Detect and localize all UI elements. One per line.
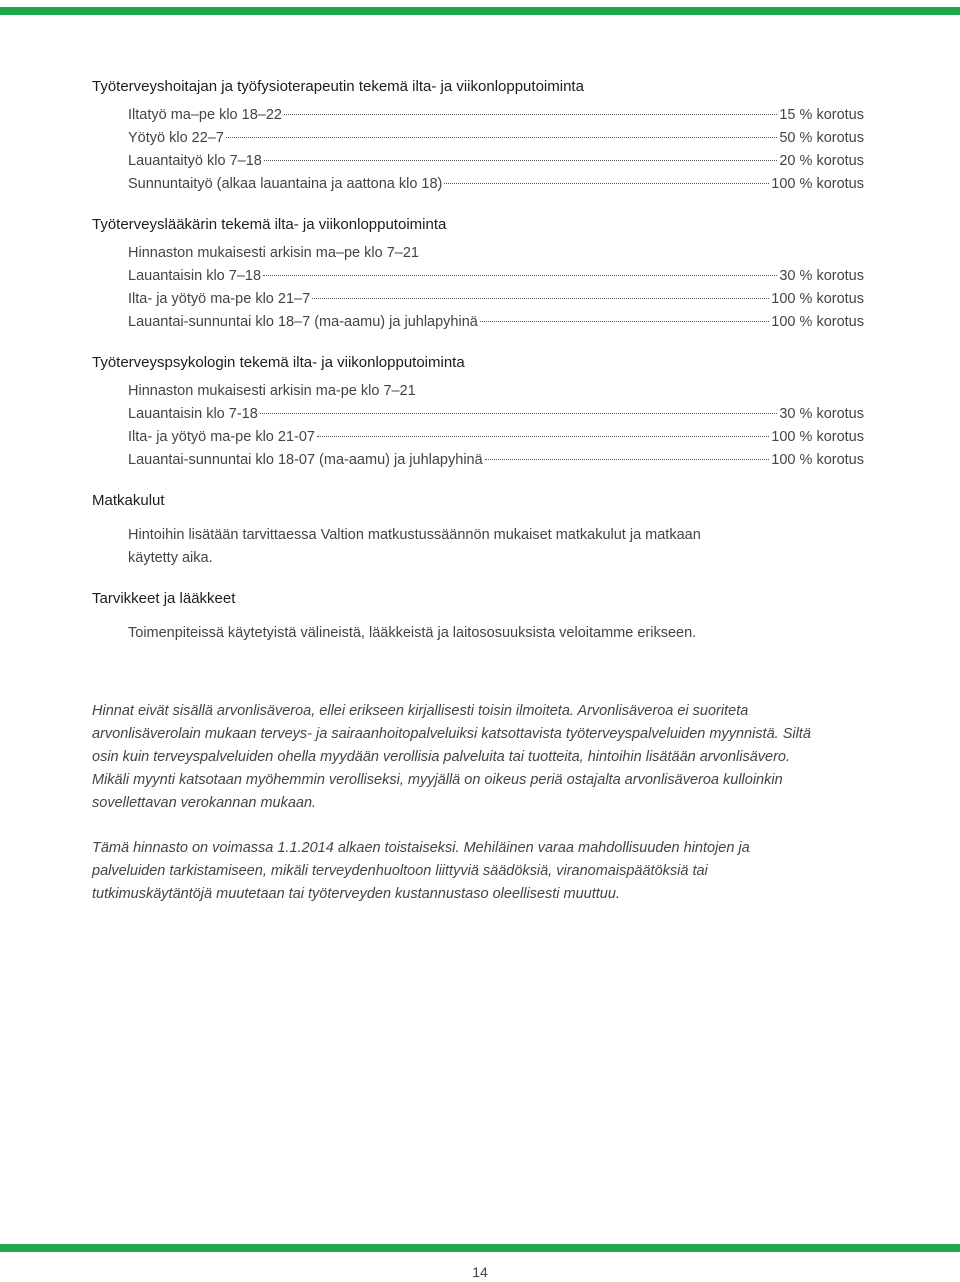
- section-intro: Hinnaston mukaisesti arkisin ma–pe klo 7–21: [128, 245, 419, 261]
- price-row: [128, 104, 864, 127]
- section-doctor: [92, 214, 864, 334]
- row-value: 15 % korotus: [779, 107, 864, 123]
- main-content: [92, 76, 864, 663]
- row-label: Ilta- ja yötyö ma-pe klo 21–7: [128, 291, 311, 307]
- row-label: Iltatyö ma–pe klo 18–22: [128, 107, 282, 123]
- row-value: 30 % korotus: [779, 268, 864, 284]
- dot-leader: [444, 183, 769, 184]
- row-label: Yötyö klo 22–7: [128, 130, 224, 146]
- section-nurse-physio: [92, 76, 864, 196]
- section-title: Tarvikkeet ja lääkkeet: [92, 590, 236, 607]
- price-row: [128, 265, 864, 288]
- row-value: 50 % korotus: [779, 130, 864, 146]
- section-title: Työterveyshoitajan ja työfysioterapeutin tekemä ilta- ja viikonlopputoiminta: [92, 78, 584, 95]
- vat-note: Hinnat eivät sisällä arvonlisäveroa, ellei erikseen kirjallisesti toisin ilmoiteta. Arvonlisäveroa ei suoriteta arvonlisäverolain mukaan terveys- ja sairaanhoitopalveluiksi katsottavista työterveyspalveluiden myynnistä. Siltä osin kuin terveyspalveluiden ohella myydään verollisia palveluita tai tuotteita, hintoihin lisätään arvonlisävero. Mikäli myynti katsotaan myöhemmin verolliseksi, myyjällä on oikeus periä ostajalta arvonlisäveroa kulloinkin sovellettavan verokannan mukaan.: [92, 703, 811, 811]
- row-label: Lauantai-sunnuntai klo 18-07 (ma-aamu) ja juhlapyhinä: [128, 452, 483, 468]
- row-label: Lauantai-sunnuntai klo 18–7 (ma-aamu) ja juhlapyhinä: [128, 314, 478, 330]
- dot-leader: [226, 137, 777, 138]
- price-row: [128, 288, 864, 311]
- price-row: [128, 403, 864, 426]
- price-row: [128, 150, 864, 173]
- section-intro: Hinnaston mukaisesti arkisin ma-pe klo 7–21: [128, 383, 416, 399]
- top-green-bar: [0, 7, 960, 15]
- section-title: Työterveyspsykologin tekemä ilta- ja viikonlopputoiminta: [92, 354, 465, 371]
- row-value: 30 % korotus: [779, 406, 864, 422]
- dot-leader: [480, 321, 769, 322]
- row-value: 20 % korotus: [779, 153, 864, 169]
- dot-leader: [312, 298, 769, 299]
- price-row: [128, 173, 864, 196]
- section-supplies: [92, 588, 864, 645]
- row-label: Lauantaityö klo 7–18: [128, 153, 262, 169]
- dot-leader: [264, 160, 778, 161]
- row-value: 100 % korotus: [771, 291, 864, 307]
- footnotes: [92, 700, 864, 928]
- row-label: Ilta- ja yötyö ma-pe klo 21-07: [128, 429, 315, 445]
- row-value: 100 % korotus: [771, 176, 864, 192]
- bottom-green-bar: [0, 1244, 960, 1252]
- price-row: [128, 311, 864, 334]
- price-row: [128, 127, 864, 150]
- row-label: Sunnuntaityö (alkaa lauantaina ja aattona klo 18): [128, 176, 443, 192]
- page-number: 14: [472, 1264, 488, 1280]
- section-psychologist: [92, 352, 864, 472]
- section-travel-costs: [92, 490, 864, 570]
- dot-leader: [485, 459, 770, 460]
- row-label: Lauantaisin klo 7-18: [128, 406, 258, 422]
- price-row: [128, 449, 864, 472]
- dot-leader: [284, 114, 777, 115]
- supplies-text: Toimenpiteissä käytetyistä välineistä, lääkkeistä ja laitososuuksista veloitamme erikseen.: [128, 625, 697, 641]
- row-value: 100 % korotus: [771, 314, 864, 330]
- validity-note: Tämä hinnasto on voimassa 1.1.2014 alkaen toistaiseksi. Mehiläinen varaa mahdollisuuden hintojen ja palveluiden tarkistamiseen, mikäli terveydenhuoltoon liittyviä säädöksiä, viranomaispäätöksiä tai tutkimuskäytäntöjä muutetaan tai työterveyden kustannustaso oleellisesti muuttuu.: [92, 840, 750, 902]
- price-row: [128, 426, 864, 449]
- travel-costs-text: Hintoihin lisätään tarvittaessa Valtion matkustussäännön mukaiset matkakulut ja matkaan käytetty aika.: [128, 527, 701, 566]
- dot-leader: [260, 413, 778, 414]
- section-title: Työterveyslääkärin tekemä ilta- ja viikonlopputoiminta: [92, 216, 447, 233]
- row-label: Lauantaisin klo 7–18: [128, 268, 262, 284]
- row-value: 100 % korotus: [771, 452, 864, 468]
- row-value: 100 % korotus: [771, 429, 864, 445]
- dot-leader: [263, 275, 777, 276]
- section-title: Matkakulut: [92, 492, 165, 509]
- dot-leader: [317, 436, 769, 437]
